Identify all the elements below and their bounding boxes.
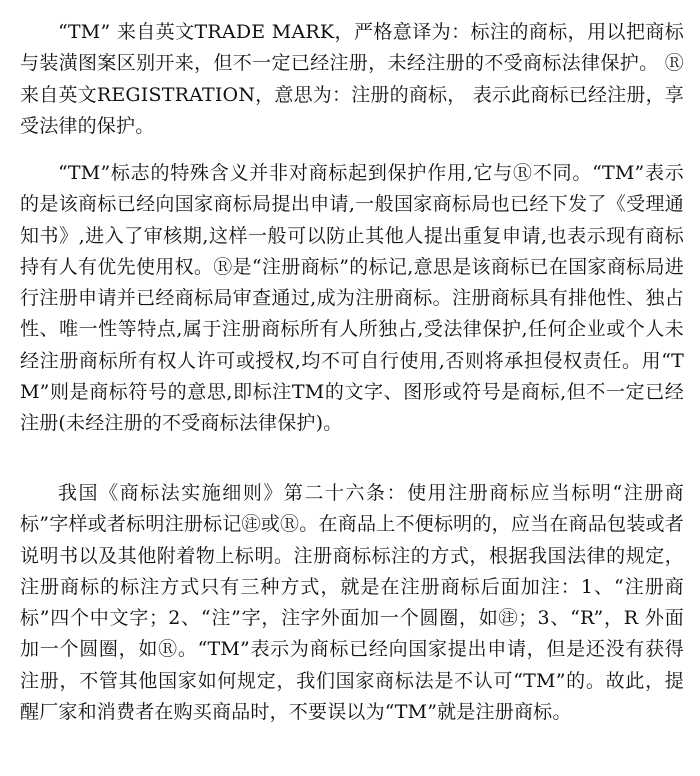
- paragraph-tm-definition: “TM” 来自英文TRADE MARK，严格意译为：标注的商标，用以把商标与装潢图案区别开来，但不一定已经注册，未经注册的不受商标法律保护。 Ⓡ来自英文REGISTRATION，意思为：注册的商标， 表示此商标已经注册，享受法律的保护。: [20, 21, 684, 137]
- paragraph-tm-vs-registered: “TM”标志的特殊含义并非对商标起到保护作用,它与Ⓡ不同。“TM”表示的是该商标已经向国家商标局提出申请,一般国家商标局也已经下发了《受理通知书》,进入了审核期,这样一般可以防止其他人提出重复申请,也表示现有商标持有人有优先使用权。Ⓡ是“注册商标”的标记,意思是该商标已在国家商标局进行注册申请并已经商标局审查通过,成为注册商标。注册商标具有排他性、独占性、唯一性等特点,属于注册商标所有人所独占,受法律保护,任何企业或个人未经注册商标所有权人许可或授权,均不可自行使用,否则将承担侵权责任。用“TM”则是商标符号的意思,即标注TM的文字、图形或符号是商标,但不一定已经注册(未经注册的不受商标法律保护)。: [20, 162, 684, 435]
- paragraph-trademark-law-rule: 我国《商标法实施细则》第二十六条：使用注册商标应当标明“注册商标”字样或者标明注册标记㊟或Ⓡ。在商品上不便标明的，应当在商品包装或者说明书以及其他附着物上标明。注册商标标注的方式，根据我国法律的规定，注册商标的标注方式只有三种方式，就是在注册商标后面加注：1、“注册商标”四个中文字；2、“注”字，注字外面加一个圆圈，如㊟；3、“R”，R 外面加一个圆圈，如Ⓡ。“TM”表示为商标已经向国家提出申请，但是还没有获得注册，不管其他国家如何规定，我们国家商标法是不认可“TM”的。故此，提醒厂家和消费者在购买商品时，不要误以为“TM”就是注册商标。: [20, 482, 684, 724]
